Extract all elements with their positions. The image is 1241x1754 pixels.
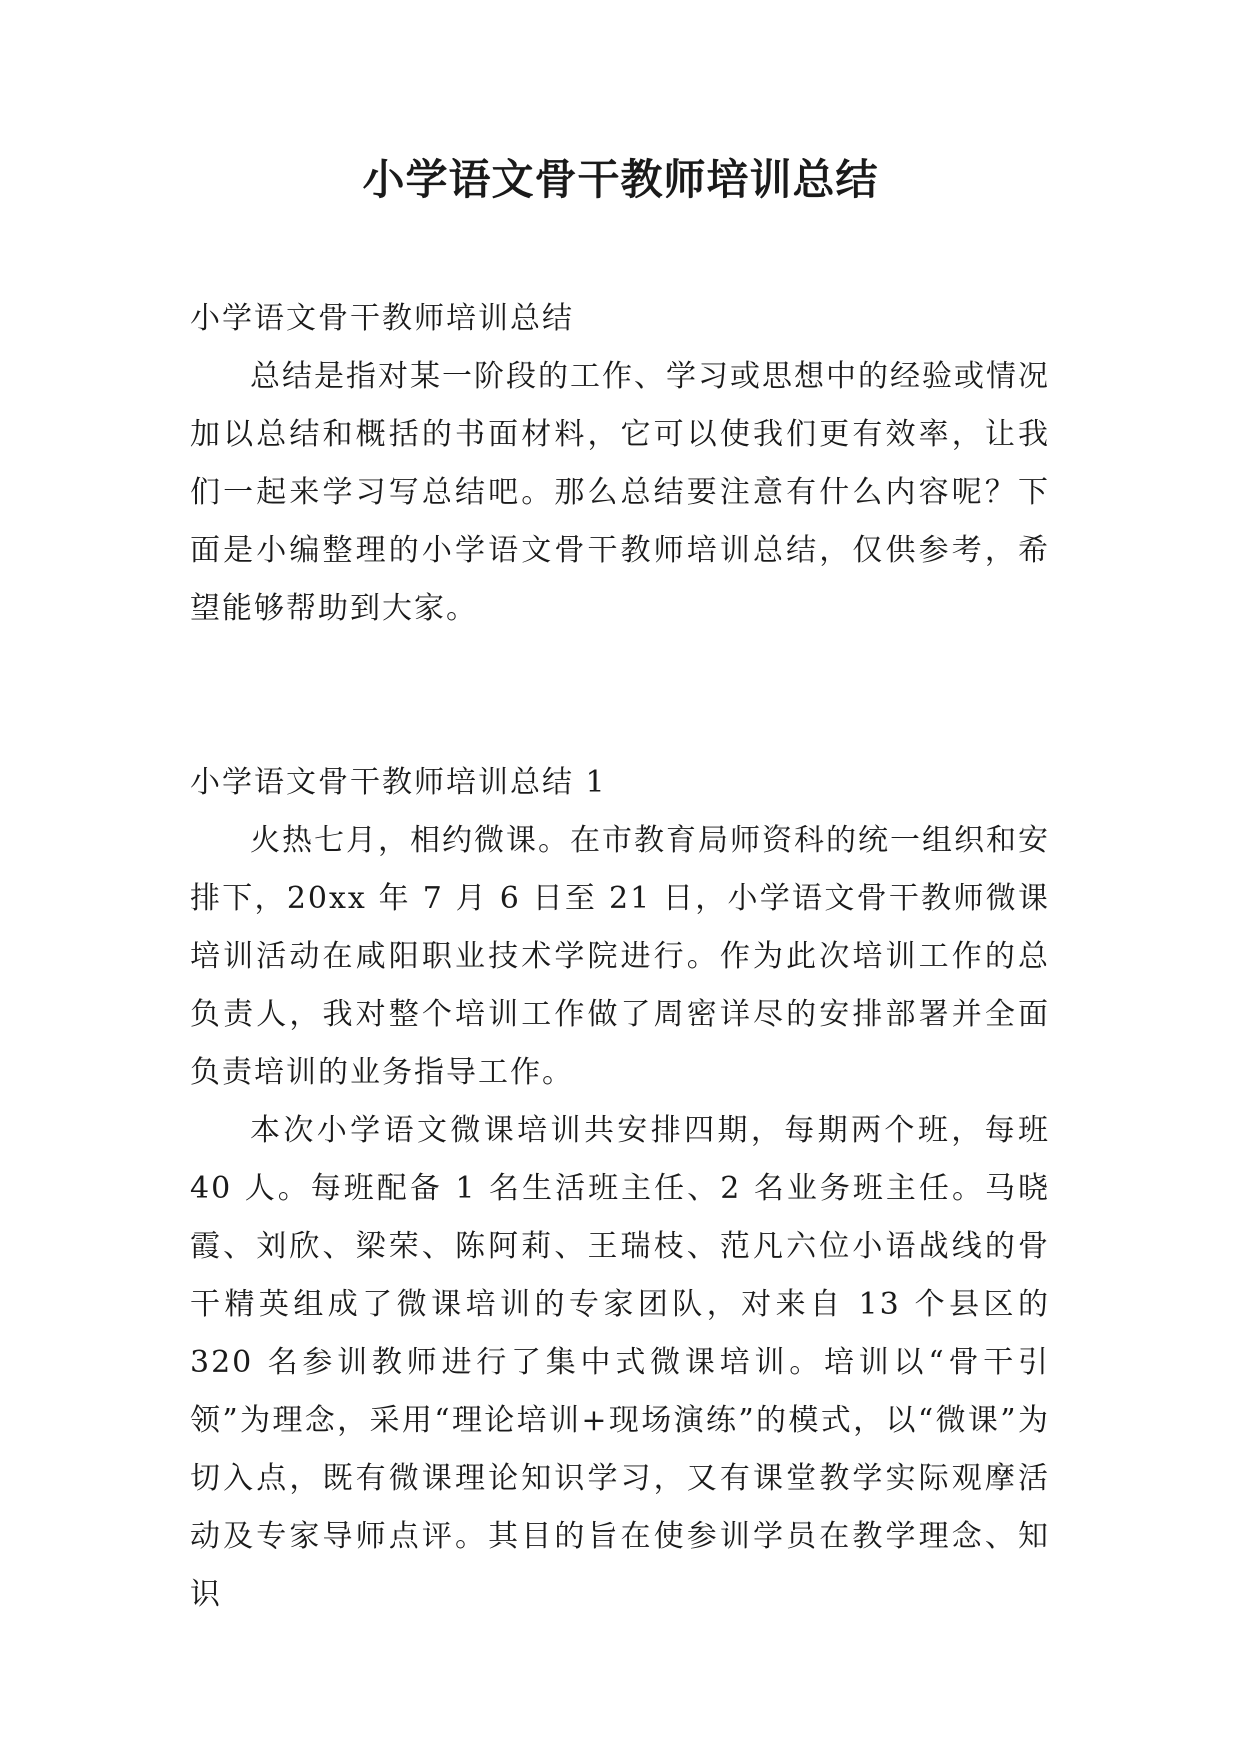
document-title: 小学语文骨干教师培训总结 <box>362 155 879 204</box>
document-body <box>190 290 1050 1624</box>
section-spacer <box>190 638 1050 754</box>
section-paragraph-1: 火热七月，相约微课。在市教育局师资科的统一组织和安排下，20xx 年 7 月 6 日至 21 日，小学语文骨干教师微课培训活动在咸阳职业技术学院进行。作为此次培训工作的总负责人，我对整个培训工作做了周密详尽的安排部署并全面负责培训的业务指导工作。 <box>190 823 1050 1090</box>
section-heading: 小学语文骨干教师培训总结 1 <box>190 765 607 800</box>
subtitle: 小学语文骨干教师培训总结 <box>190 301 574 336</box>
section-paragraph-2: 本次小学语文微课培训共安排四期，每期两个班，每班 40 人。每班配备 1 名生活班主任、2 名业务班主任。马晓霞、刘欣、梁荣、陈阿莉、王瑞枝、范凡六位小语战线的骨干精英组成了微课培训的专家团队，对来自 13 个县区的 320 名参训教师进行了集中式微课培训。培训以“骨干引领”为理念，采用“理论培训+现场演练”的模式，以“微课”为切入点，既有微课理论知识学习，又有课堂教学实际观摩活动及专家导师点评。其目的旨在使参训学员在教学理念、知识 <box>190 1113 1050 1612</box>
intro-paragraph: 总结是指对某一阶段的工作、学习或思想中的经验或情况加以总结和概括的书面材料，它可以使我们更有效率，让我们一起来学习写总结吧。那么总结要注意有什么内容呢？下面是小编整理的小学语文骨干教师培训总结，仅供参考，希望能够帮助到大家。 <box>190 359 1050 626</box>
